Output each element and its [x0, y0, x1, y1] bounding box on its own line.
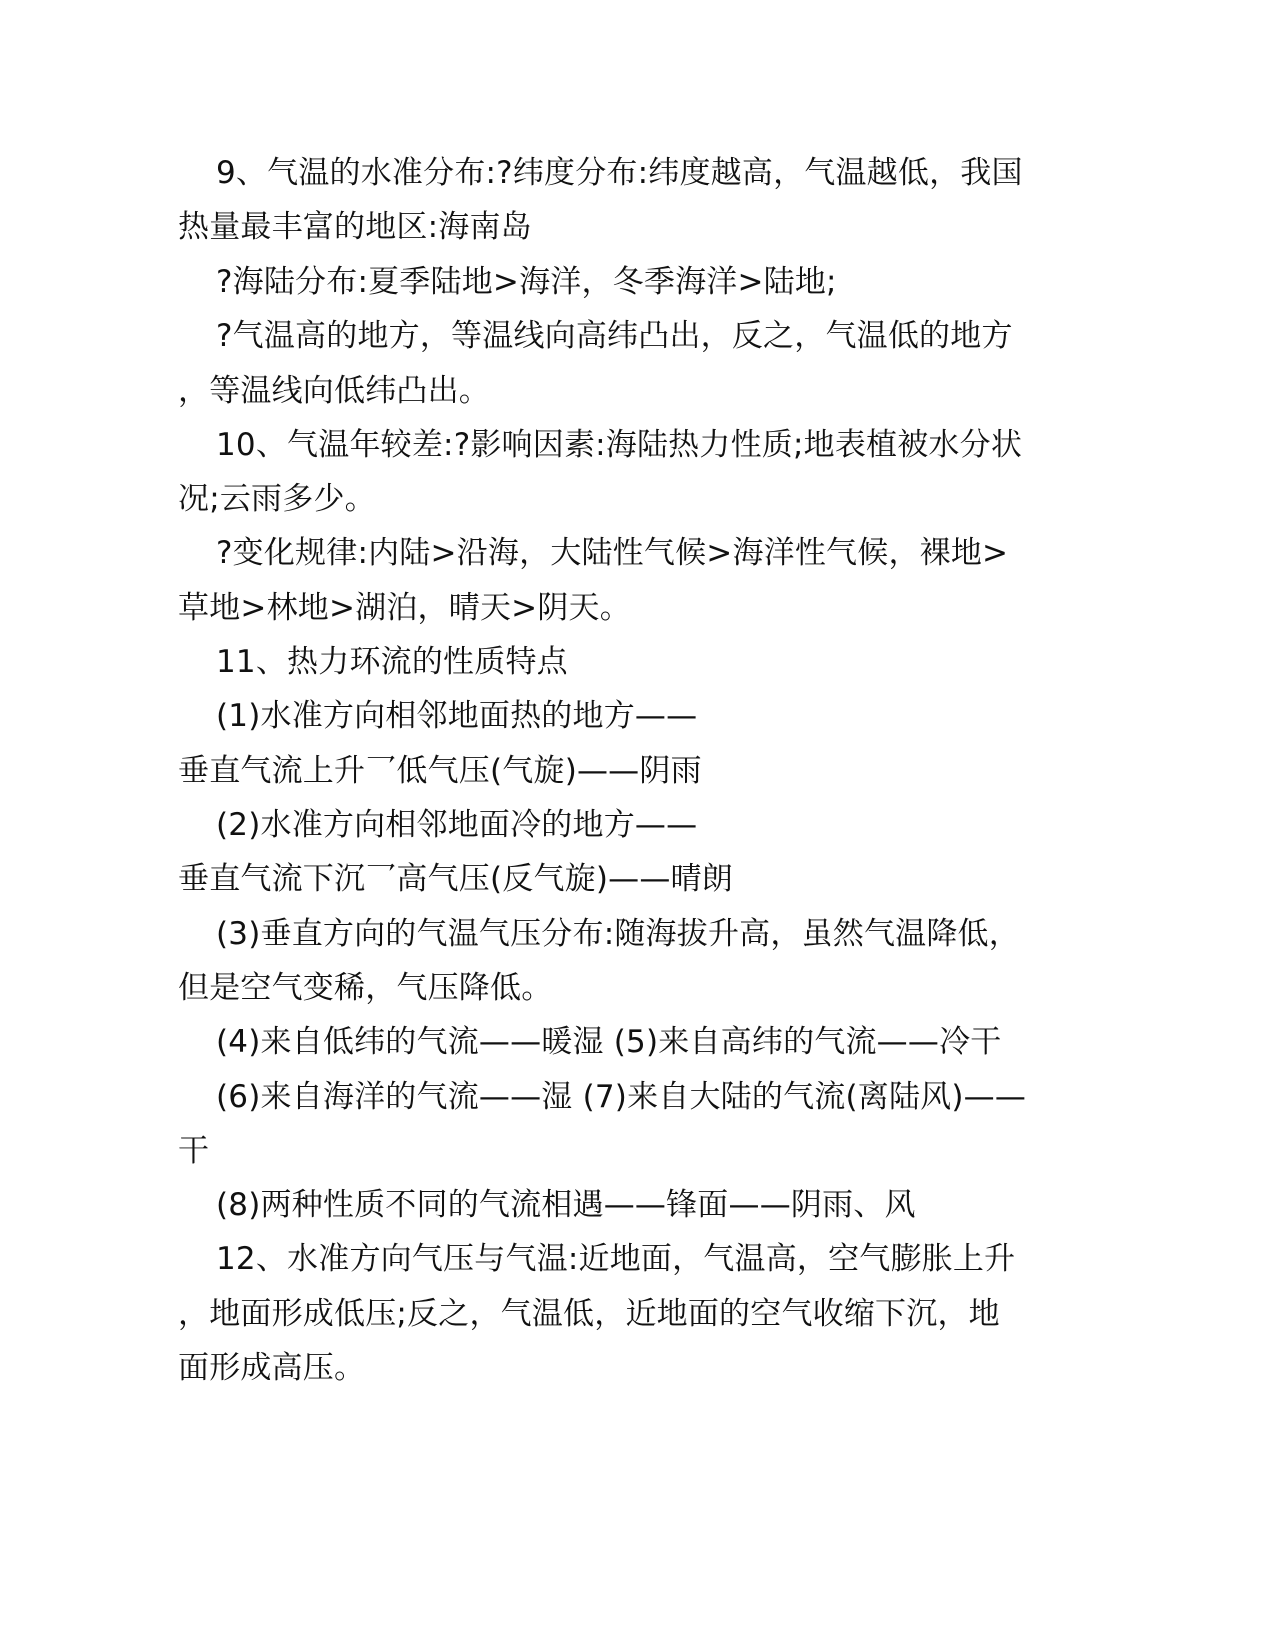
- text-line-19: 干: [178, 1133, 210, 1169]
- text-line-9: 草地>林地>湖泊，晴天>阴天。: [178, 590, 631, 626]
- text-line-15: (3)垂直方向的气温气压分布:随海拔升高，虽然气温降低，: [216, 916, 1020, 952]
- text-line-5: ，等温线向低纬凸出。: [178, 373, 490, 409]
- text-line-13: (2)水准方向相邻地面冷的地方——: [216, 807, 698, 843]
- text-line-20: (8)两种性质不同的气流相遇——锋面——阴雨、风: [216, 1187, 916, 1223]
- text-line-6: 10、气温年较差:?影响因素:海陆热力性质;地表植被水分状: [216, 427, 1023, 463]
- text-line-8: ?变化规律:内陆>沿海，大陆性气候>海洋性气候，裸地>: [216, 535, 1009, 571]
- text-line-7: 况;云雨多少。: [178, 481, 376, 517]
- text-line-11: (1)水准方向相邻地面热的地方——: [216, 698, 698, 734]
- text-line-4: ?气温高的地方，等温线向高纬凸出，反之，气温低的地方: [216, 318, 1013, 354]
- text-line-1: 9、气温的水准分布:?纬度分布:纬度越高，气温越低，我国: [216, 155, 1023, 191]
- text-line-12: 垂直气流上升乛低气压(气旋)——阴雨: [178, 753, 702, 789]
- text-line-22: ，地面形成低压;反之，气温低，近地面的空气收缩下沉，地: [178, 1296, 1000, 1332]
- text-line-23: 面形成高压。: [178, 1350, 366, 1386]
- text-line-2: 热量最丰富的地区:海南岛: [178, 209, 532, 245]
- text-line-21: 12、水准方向气压与气温:近地面，气温高，空气膨胀上升: [216, 1241, 1016, 1277]
- text-line-16: 但是空气变稀，气压降低。: [178, 970, 553, 1006]
- text-line-17: (4)来自低纬的气流——暖湿 (5)来自高纬的气流——冷干: [216, 1024, 1002, 1060]
- text-line-10: 11、热力环流的性质特点: [216, 644, 568, 680]
- text-line-14: 垂直气流下沉乛高气压(反气旋)——晴朗: [178, 861, 733, 897]
- text-line-18: (6)来自海洋的气流——湿 (7)来自大陆的气流(离陆风)——: [216, 1079, 1027, 1115]
- text-line-3: ?海陆分布:夏季陆地>海洋，冬季海洋>陆地;: [216, 264, 837, 300]
